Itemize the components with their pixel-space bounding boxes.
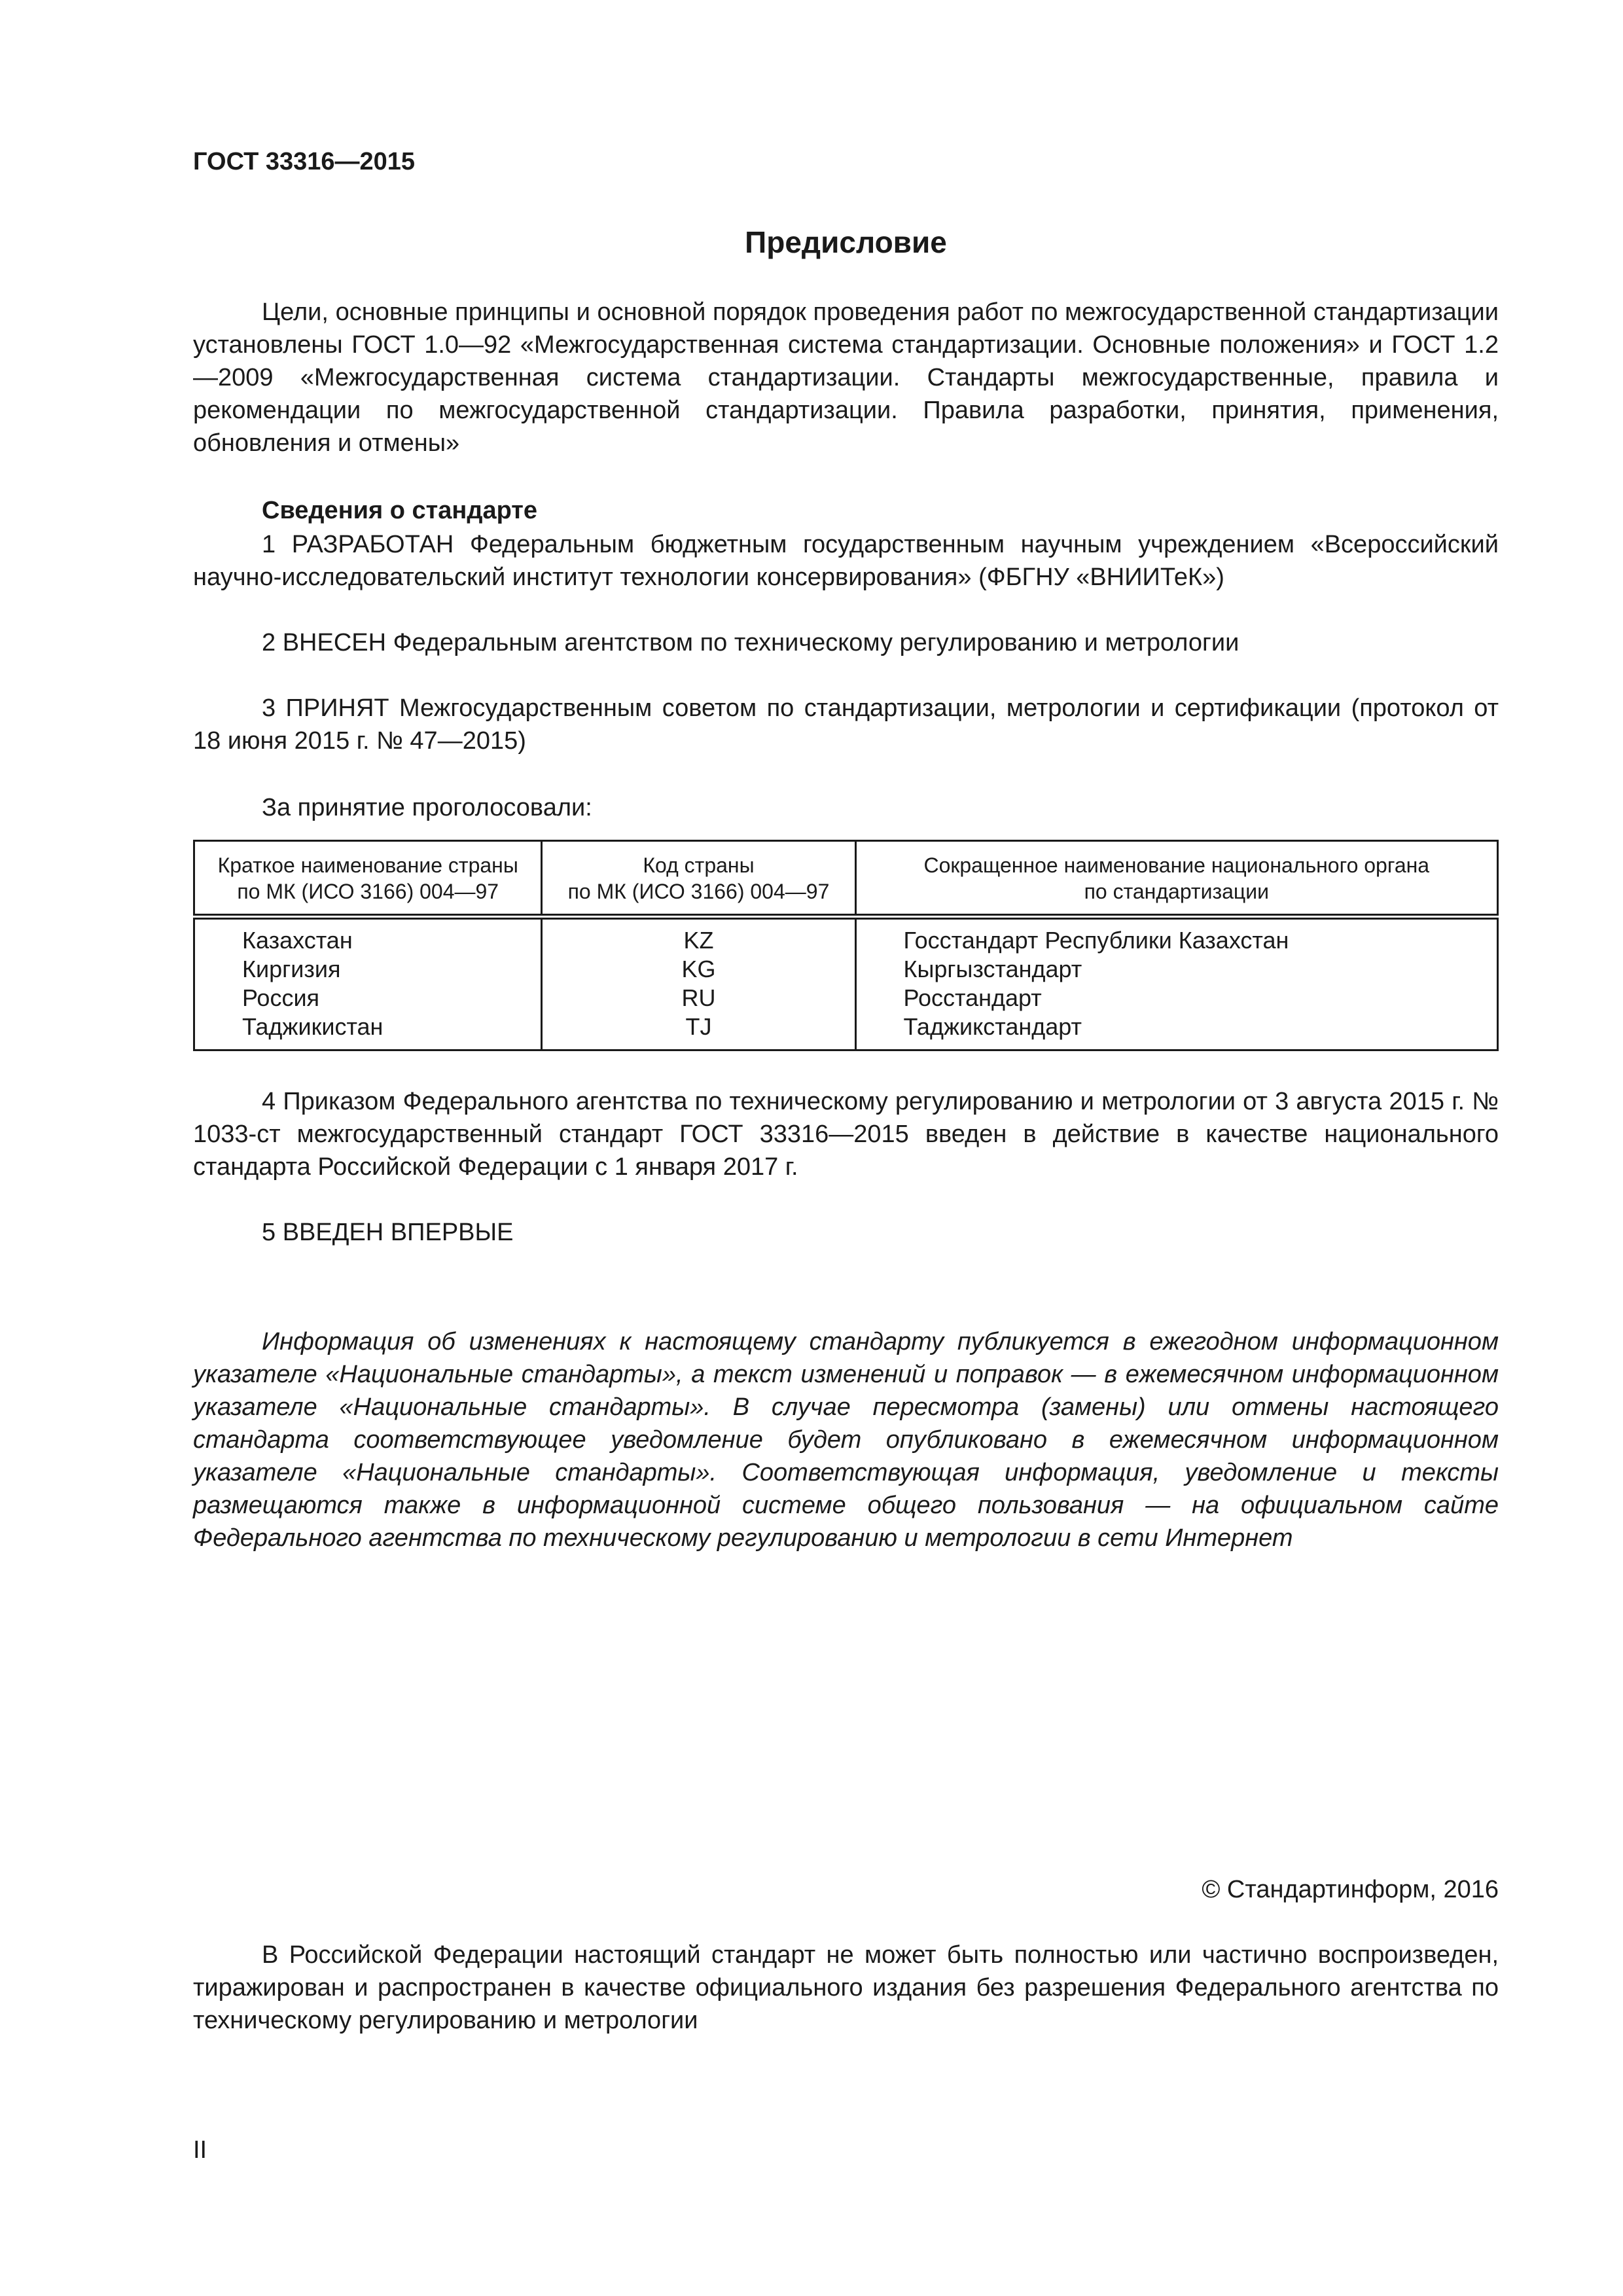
national-body: Росстандарт: [855, 984, 1497, 1013]
header-country-name-line2: по МК (ИСО 3166) 004—97: [237, 880, 499, 903]
header-country-name-line1: Краткое наименование страны: [217, 853, 518, 877]
header-country-code: [542, 841, 855, 917]
country-name: Таджикистан: [194, 1013, 542, 1050]
national-body: Таджикстандарт: [855, 1013, 1497, 1050]
header-national-body-line1: Сокращенное наименование национального органа: [923, 853, 1430, 877]
country-code: KZ: [542, 917, 855, 956]
country-code: RU: [542, 984, 855, 1013]
intro-paragraph: Цели, основные принципы и основной порядок проведения работ по межгосударственной стандартизации установлены ГОСТ 1.0—92 «Межгосударственная система стандартизации. Основные положения» и ГОСТ 1.2—2009 «Межгосударственная система стандартизации. Стандарты межгосударственные, правила и рекомендации по межгосударственной стандартизации. Правила разработки, принятия, применения, обновления и отмены»: [193, 298, 1499, 457]
copyright-notice: © Стандартинформ, 2016: [1202, 1876, 1499, 1903]
info-item-enacted: 4 Приказом Федерального агентства по техническому регулированию и метрологии от 3 августа 2015 г. № 1033-ст межгосударственный стандарт ГОСТ 33316—2015 введен в действие в качестве национального стандарта Российской Федерации с 1 января 2017 г.: [193, 1088, 1499, 1181]
header-national-body-line2: по стандартизации: [1084, 880, 1269, 903]
country-name: Россия: [194, 984, 542, 1013]
document-code: ГОСТ 33316—2015: [193, 148, 416, 175]
table-row: [194, 1013, 1498, 1050]
amendments-info-note: Информация об изменениях к настоящему стандарту публикуется в ежегодном информационном указателе «Национальные стандарты», а текст изменений и поправок — в ежемесячном информационном указателе «Национальные стандарты». В случае пересмотра (замены) или отмены настоящего стандарта соответствующее уведомление будет опубликовано в ежемесячном информационном указателе «Национальные стандарты». Соответствующая информация, уведомление и тексты размещаются также в информационной системе общего пользования — на официальном сайте Федерального агентства по техническому регулированию и метрологии в сети Интернет: [193, 1328, 1499, 1552]
header-country-code-line2: по МК (ИСО 3166) 004—97: [567, 880, 830, 903]
header-national-body: [855, 841, 1497, 917]
national-body: Кыргызстандарт: [855, 955, 1497, 984]
country-name: Казахстан: [194, 917, 542, 956]
info-item-submitted: 2 ВНЕСЕН Федеральным агентством по техническому регулированию и метрологии: [262, 629, 1240, 656]
voted-label: За принятие проголосовали:: [262, 794, 592, 821]
page-number: II: [193, 2136, 207, 2164]
info-item-adopted: 3 ПРИНЯТ Межгосударственным советом по стандартизации, метрологии и сертификации (протокол от 18 июня 2015 г. № 47—2015): [193, 694, 1499, 755]
standard-info-heading: Сведения о стандарте: [262, 497, 538, 524]
table-row: [194, 917, 1498, 956]
table-header-row: [194, 841, 1498, 917]
voting-countries-table: [193, 840, 1499, 1051]
country-code: TJ: [542, 1013, 855, 1050]
table-row: [194, 984, 1498, 1013]
table-row: [194, 955, 1498, 984]
header-country-name: [194, 841, 542, 917]
info-item-first-introduced: 5 ВВЕДЕН ВПЕРВЫЕ: [262, 1219, 514, 1246]
country-name: Киргизия: [194, 955, 542, 984]
page-title: Предисловие: [745, 225, 947, 259]
info-item-developed: 1 РАЗРАБОТАН Федеральным бюджетным государственным научным учреждением «Всероссийский научно-исследовательский институт технологии консервирования» (ФБГНУ «ВНИИТеК»): [193, 531, 1499, 591]
national-body: Госстандарт Республики Казахстан: [855, 917, 1497, 956]
header-country-code-line1: Код страны: [643, 853, 755, 877]
rights-notice: В Российской Федерации настоящий стандарт не может быть полностью или частично воспроизведен, тиражирован и распространен в качестве официального издания без разрешения Федерального агентства по техническому регулированию и метрологии: [193, 1941, 1499, 2034]
country-code: KG: [542, 955, 855, 984]
